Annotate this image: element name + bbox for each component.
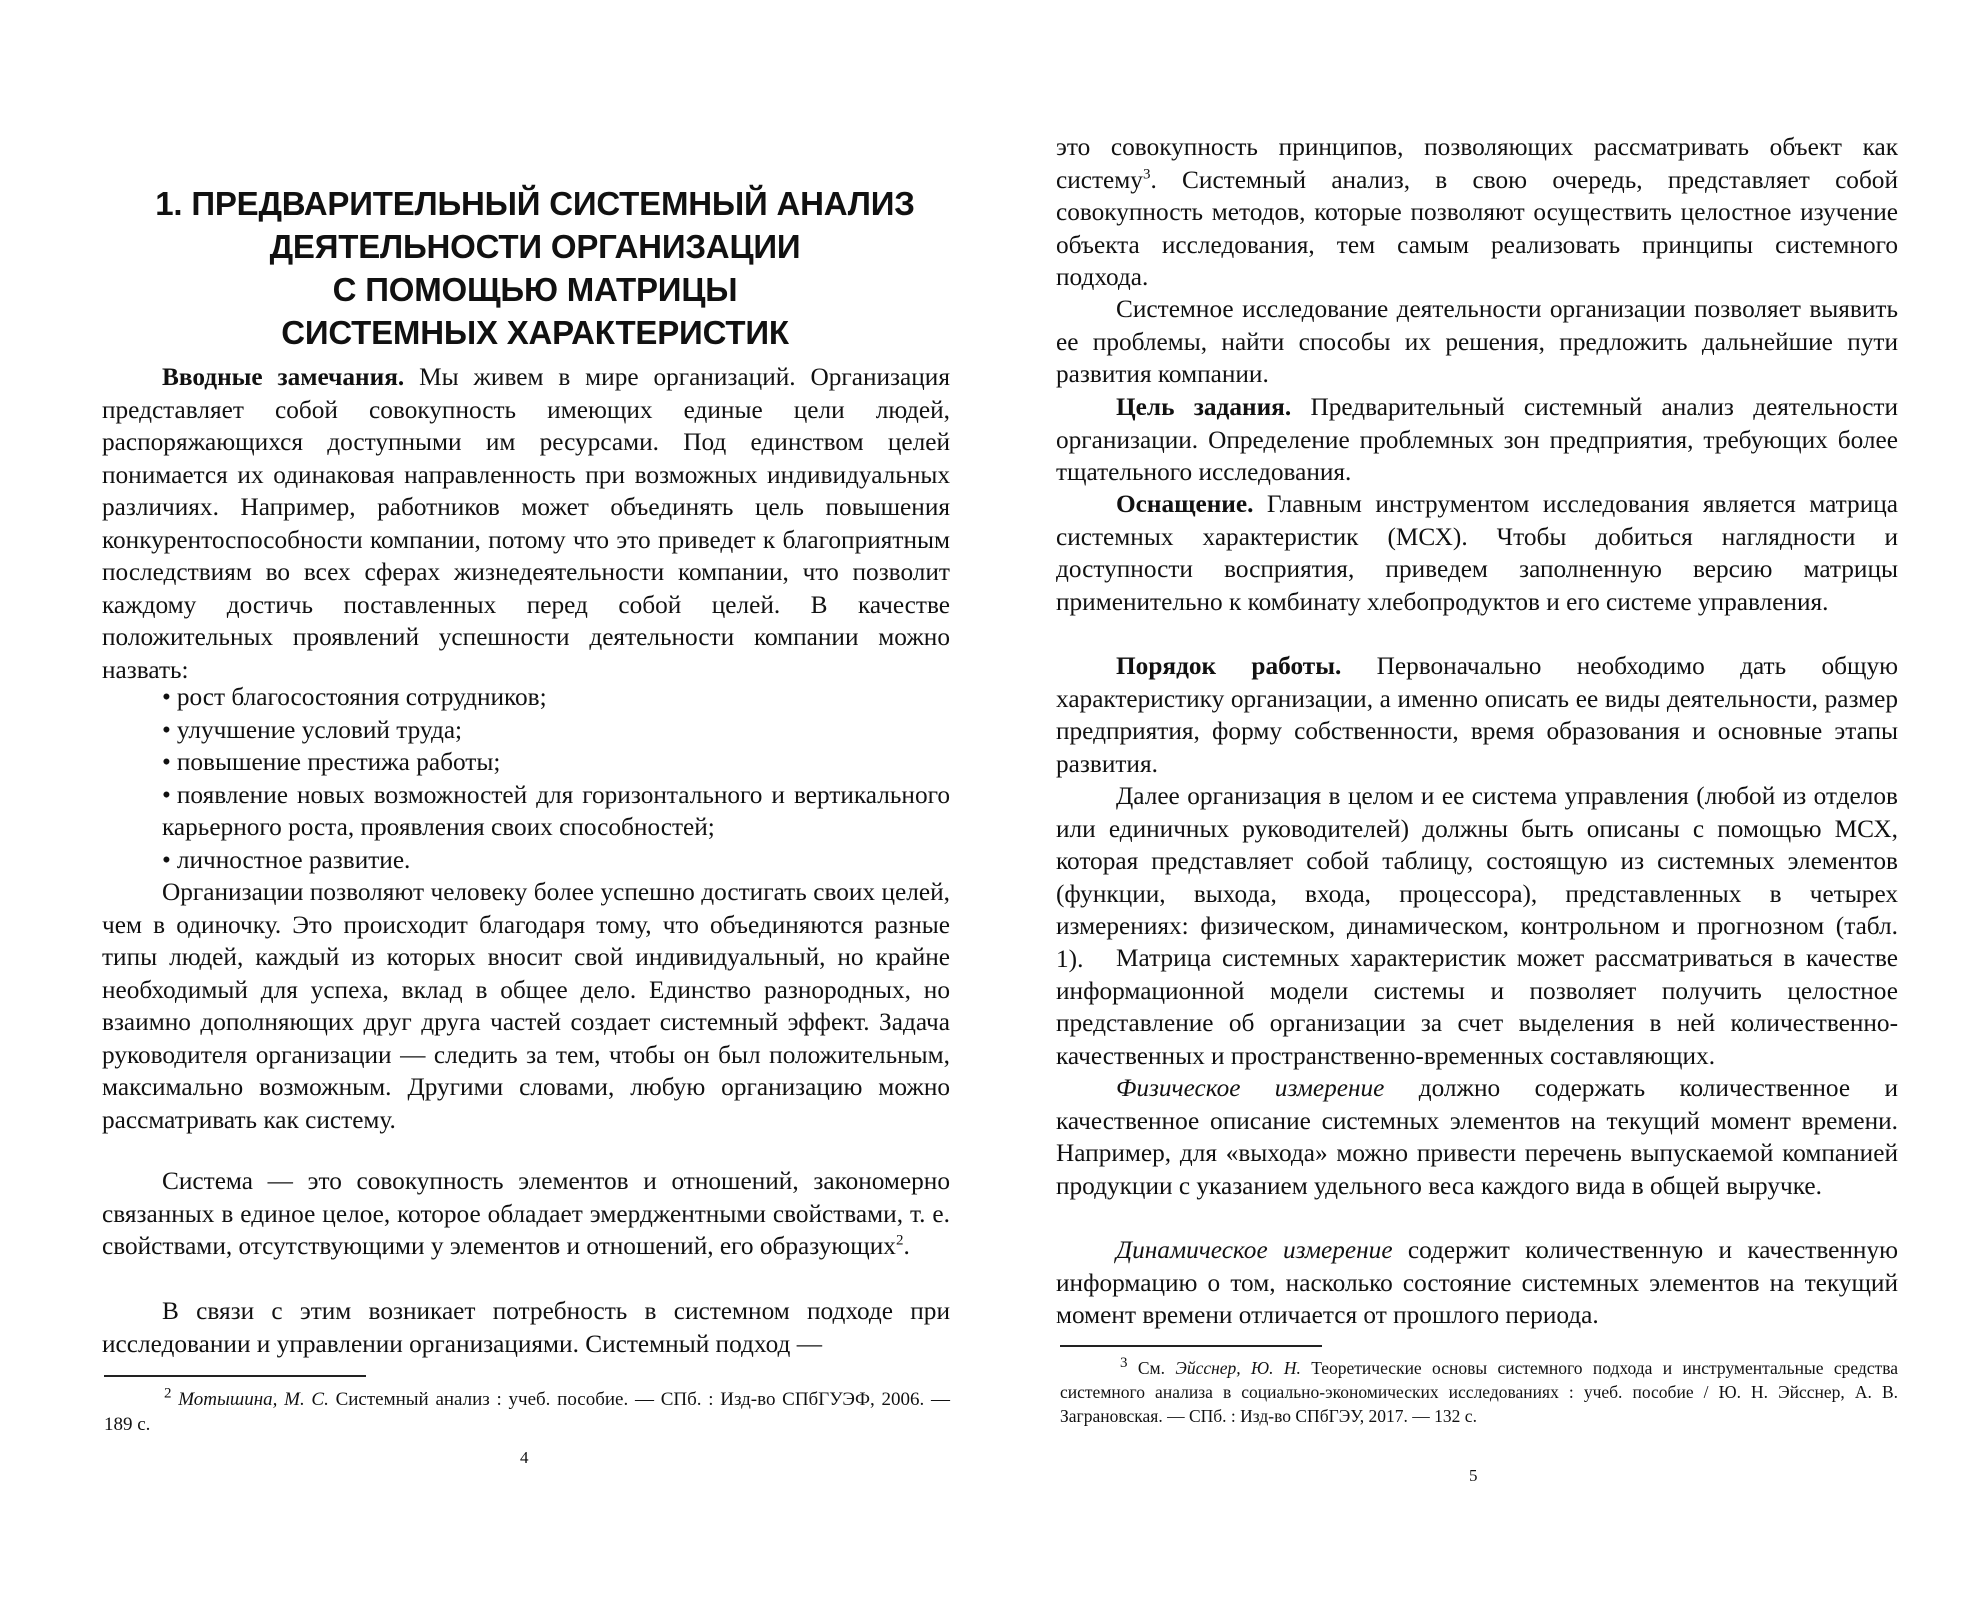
page-number: 4	[520, 1448, 529, 1467]
paragraph-system-approach: В связи с этим возникает потребность в системном подходе при исследовании и управлении организациями. Системный подход —	[102, 1297, 950, 1358]
footnote-divider	[104, 1375, 366, 1377]
footnote-3: $^3$ См. Эйсснер, Ю. Н. Теоретические основы системного подхода и инструментальные средства системного анализа в социально-экономических исследованиях : учеб. пособие / Ю. Н. Эйсснер, А. В. Заграновская. — СПб. : Изд-во СПбГЭУ, 2017. — 132 с.	[1060, 1355, 1899, 1426]
footnote-number: 2	[164, 1385, 172, 1402]
paragraph-equipment: Оснащение. Главным инструментом исследования является матрица системных характеристик (МСХ). Чтобы добиться наглядности и доступности восприятия, приведем заполненную версию матрицы применительно к комбинату хлебопродуктов и его системе управления.	[1056, 490, 1898, 616]
dynamic-dimension-label: Динамическое измерение	[1116, 1236, 1393, 1264]
footnote-ref-2: 2	[895, 1232, 904, 1249]
paragraph-system-research: Системное исследование деятельности организации позволяет выявить ее проблемы, найти способы их решения, предложить дальнейшие пути развития компании.	[1056, 295, 1898, 388]
paragraph-physical-dimension: Физическое измерение должно содержать количественное и качественное описание системных элементов на текущий момент времени. Например, для «выхода» можно привести перечень выпускаемой компанией продукции с указанием удельного веса каждого вида в общей выручке.	[1056, 1074, 1898, 1200]
paragraph-system-definition: Система — это совокупность элементов и отношений, закономерно связанных в единое целое, которое обладает эмерджентными свойствами, т. е. свойствами, отсутствующими у элементов и отношений, его образующих$^2$.	[102, 1167, 950, 1260]
title-line-4: СИСТЕМНЫХ ХАРАКТЕРИСТИК	[281, 314, 789, 351]
chapter-title	[110, 182, 960, 354]
title-line-2: ДЕЯТЕЛЬНОСТИ ОРГАНИЗАЦИИ	[269, 228, 801, 265]
bullet-mark: •	[162, 845, 171, 874]
paragraph-procedure: Порядок работы. Первоначально необходимо дать общую характеристику организации, а именно описать ее виды деятельности, размер предприятия, форму собственности, время образования и основные этапы развития.	[1056, 652, 1898, 778]
paragraph-organizations: Организации позволяют человеку более успешно достигать своих целей, чем в одиночку. Это происходит благодаря тому, что объединяются разные типы людей, каждый из которых вносит свой индивидуальный, но крайне необходимый для успеха, вклад в общее дело. Единство разнородных, но взаимно дополняющих друг друга частей создает системный эффект. Задача руководителя организации — следить за тем, чтобы он был положительным, максимально возможным. Другими словами, любую организацию можно рассматривать как систему.	[102, 878, 950, 1134]
footnote-author: Эйсснер, Ю. Н.	[1175, 1358, 1301, 1378]
footnote-author: Мотышина, М. С.	[178, 1389, 329, 1410]
equipment-label: Оснащение.	[1116, 490, 1254, 518]
list-item: • появление новых возможностей для горизонтального и вертикального карьерного роста, проявления своих способностей;	[162, 780, 950, 841]
footnote-number: 3	[1120, 1355, 1128, 1372]
intro-label: Вводные замечания.	[162, 363, 405, 391]
bullet-mark: •	[162, 748, 171, 776]
title-line-1: 1. ПРЕДВАРИТЕЛЬНЫЙ СИСТЕМНЫЙ АНАЛИЗ	[155, 185, 915, 222]
bullet-mark: •	[162, 715, 171, 744]
bullet-mark: •	[162, 780, 171, 809]
bullet-list	[162, 681, 950, 876]
footnote-ref-3: 3	[1142, 166, 1151, 183]
bullet-mark: •	[162, 683, 171, 711]
list-item: • личностное развитие.	[162, 845, 411, 874]
paragraph-msh-description: Далее организация в целом и ее система управления (любой из отделов или единичных руководителей) должны быть описаны с помощью МСХ, которая представляет собой таблицу, состоящую из системных элементов (функции, выхода, входа, процессора), представленных в четырех измерениях: физическом, динамическом, контрольном и прогнозном (табл. 1).	[1056, 782, 1898, 973]
paragraph-goal: Цель задания. Предварительный системный анализ деятельности организации. Определение проблемных зон предприятия, требующих более тщательного исследования.	[1056, 393, 1899, 486]
intro-paragraph	[102, 361, 950, 686]
procedure-label: Порядок работы.	[1116, 652, 1342, 680]
list-item: • улучшение условий труда;	[162, 715, 463, 744]
paragraph-dynamic-dimension: Динамическое измерение содержит количественную и качественную информацию о том, насколько состояние системных элементов на текущий момент времени отличается от прошлого периода.	[1056, 1236, 1898, 1329]
paragraph-matrix: Матрица системных характеристик может рассматриваться в качестве информационной модели системы и позволяет получить целостное представление об организации за счет выделения в ней количественно-качественных и пространственно-временных составляющих.	[1056, 944, 1898, 1070]
list-item: • повышение престижа работы;	[162, 748, 501, 776]
intro-text: Мы живем в мире организаций. Организация представляет собой совокупность имеющих единые цели людей, распоряжающихся доступными им ресурсами. Под единством целей понимается их одинаковая направленность при возможных индивидуальных различиях. Например, работников может объединять цель повышения конкурентоспособности компании, потому что это приведет к благоприятным последствиям во всех сферах жизнедеятельности компании, что позволит каждому достичь поставленных перед собой целей. В качестве положительных проявлений успешности деятельности компании можно назвать:	[102, 363, 950, 684]
paragraph-continuation: это совокупность принципов, позволяющих рассматривать объект как систему$^3$. Системный анализ, в свою очередь, представляет собой совокупность методов, которые позволяют осуществить целостное изучение объекта исследования, тем самым реализовать принципы системного подхода.	[1056, 133, 1898, 291]
footnote-divider	[1060, 1345, 1322, 1347]
page-number: 5	[1469, 1466, 1478, 1485]
physical-dimension-label: Физическое измерение	[1116, 1074, 1385, 1102]
title-line-3: С ПОМОЩЬЮ МАТРИЦЫ	[332, 271, 738, 308]
footnote-2: $^2$ Мотышина, М. С. Системный анализ : учеб. пособие. — СПб. : Изд-во СПбГУЭФ, 2006. — 189 с.	[104, 1385, 951, 1435]
goal-label: Цель задания.	[1116, 393, 1292, 421]
list-item: • рост благосостояния сотрудников;	[162, 683, 547, 711]
